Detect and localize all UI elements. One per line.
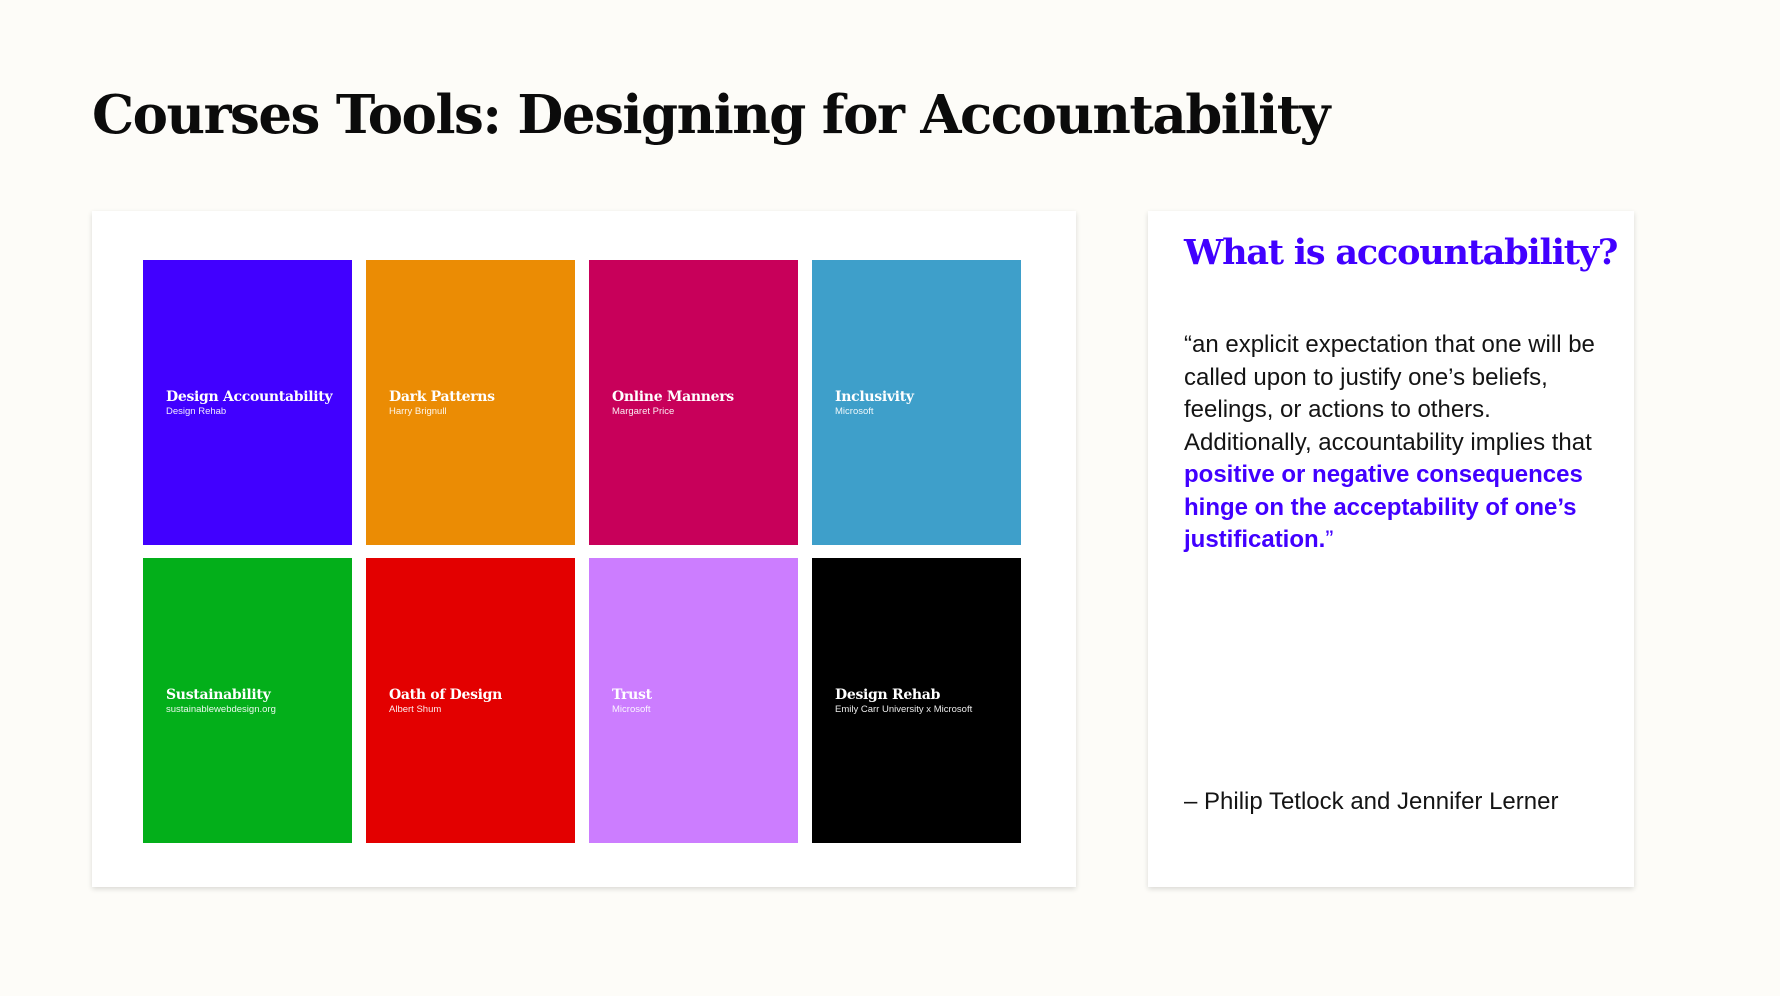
course-card-sustainability[interactable]	[143, 558, 352, 843]
course-card-title: Oath of Design	[389, 687, 503, 703]
course-card-dark-patterns[interactable]	[366, 260, 575, 545]
course-card-subtitle: Harry Brignull	[389, 406, 447, 417]
course-card-subtitle: Margaret Price	[612, 406, 675, 417]
course-card-title: Design Rehab	[835, 687, 941, 703]
quote-text: “an explicit expectation that one will be called upon to justify one’s beliefs, feelings, or actions to others. Additionally, accountability implies that	[1184, 331, 1595, 456]
courses-panel	[92, 211, 1076, 887]
course-card-oath-of-design[interactable]	[366, 558, 575, 843]
course-card-trust[interactable]	[589, 558, 798, 843]
quote-highlight: positive or negative consequences hinge on the acceptability of one’s justification.	[1184, 461, 1583, 553]
course-card-inclusivity[interactable]	[812, 260, 1021, 545]
course-card-title: Dark Patterns	[389, 389, 495, 405]
course-card-subtitle: Emily Carr University x Microsoft	[835, 704, 973, 715]
course-card-subtitle: Design Rehab	[166, 406, 227, 417]
course-card-online-manners[interactable]	[589, 260, 798, 545]
course-card-subtitle: Microsoft	[835, 406, 874, 417]
course-card-subtitle: Albert Shum	[389, 704, 442, 715]
course-card-subtitle: Microsoft	[612, 704, 651, 715]
course-grid	[143, 260, 1021, 843]
course-card-title: Online Manners	[612, 389, 734, 405]
course-card-title: Sustainability	[166, 687, 271, 703]
page-title: Courses Tools: Designing for Accountability	[92, 84, 1329, 146]
quote-attribution: – Philip Tetlock and Jennifer Lerner	[1184, 788, 1559, 815]
definition-panel	[1148, 211, 1634, 887]
course-card-design-rehab[interactable]	[812, 558, 1021, 843]
quote-close: ”	[1325, 526, 1334, 553]
definition-quote	[1184, 329, 1614, 557]
course-card-title: Inclusivity	[835, 389, 914, 405]
course-card-design-accountability[interactable]	[143, 260, 352, 545]
course-card-title: Trust	[612, 687, 652, 703]
definition-heading: What is accountability?	[1184, 232, 1618, 273]
course-card-subtitle: sustainablewebdesign.org	[166, 704, 276, 715]
course-card-title: Design Accountability	[166, 389, 333, 405]
